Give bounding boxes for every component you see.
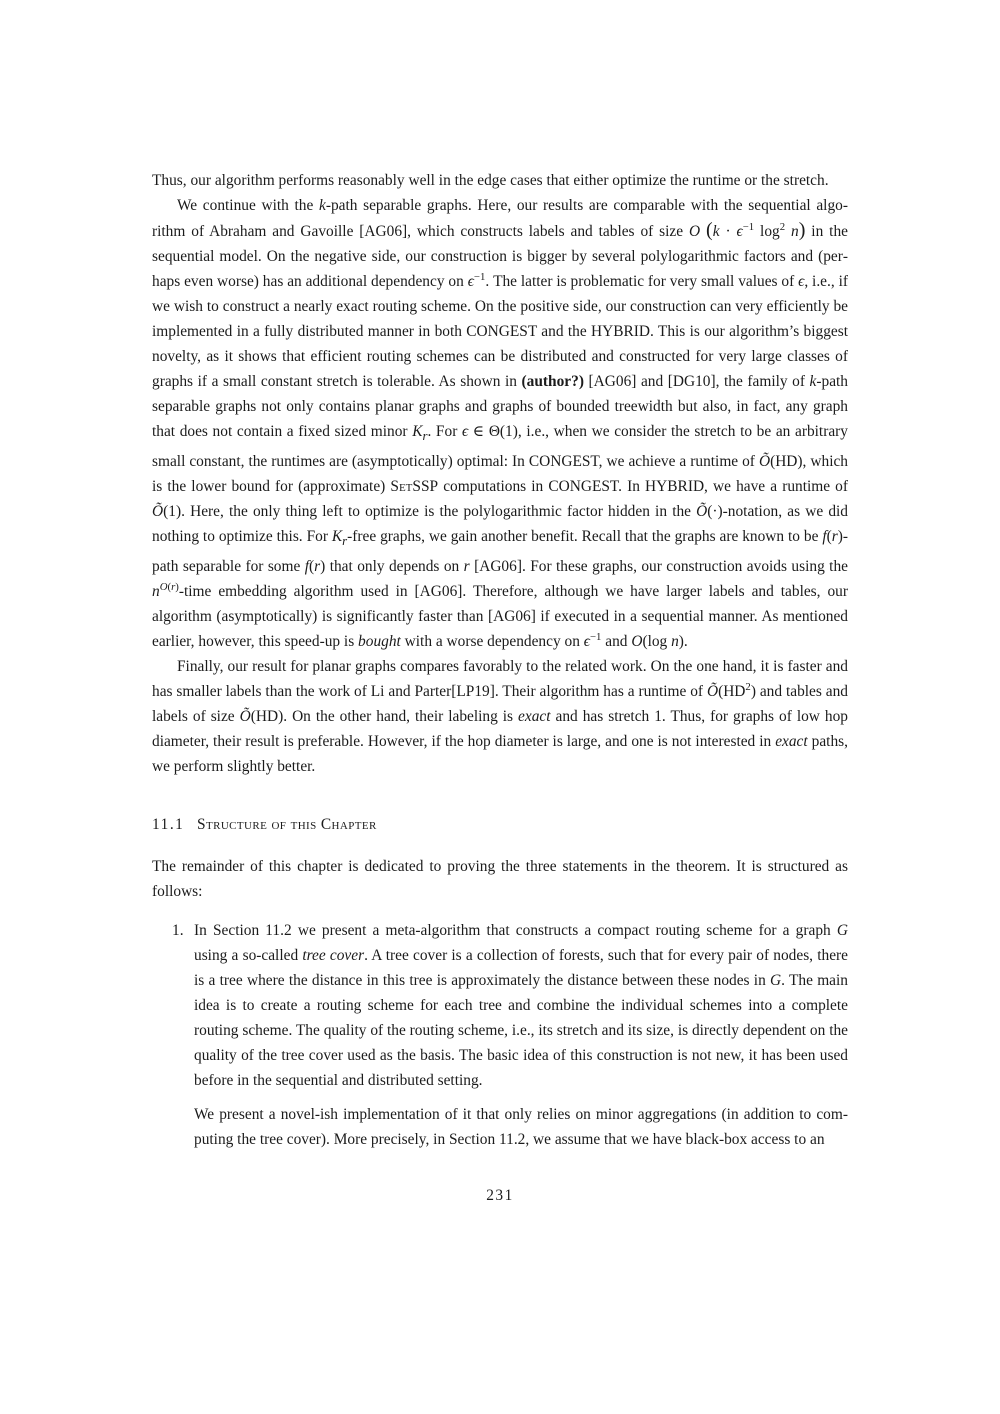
page-body — [152, 168, 848, 1152]
page-number: 231 — [486, 1187, 514, 1204]
paragraph-2: We continue with the k-path separable graphs. Here, our results are comparable with the sequential algorithm of Abraham and Gavoille [AG06], which constructs labels and tables of size O ($k \cdot \epsilon^{-1}$ $\log^2 n$) in the sequential model. On the negative side, our construction is bigger by several polylogarithmic factors and (perhaps even worse) has an additional dependency on $\epsilon^{-1}$. The latter is problematic for very small values of ϵ, i.e., if we wish to construct a nearly exact routing scheme. On the positive side, our construction can very efficiently be implemented in a fully distributed manner in both CONGEST and the HYBRID. This is our algorithm’s biggest novelty, as it shows that efficient routing schemes can be distributed and constructed for very large classes of graphs if a small constant stretch is tolerable. As shown in (author?) [AG06] and [DG10], the family of k-path separable graphs not only contains planar graphs and graphs of bounded treewidth but also, in fact, any graph that does not contain a fixed sized minor $K_r$. For ϵ ∈ Θ(1), i.e., when we consider the stretch to be an arbitrary small constant, the runtimes are (asymptotically) optimal: In CONGEST, we achieve a runtime of Õ(HD), which is the lower bound for (approximate) SetSSP computations in CONGEST. In HYBRID, we have a runtime of Õ(1). Here, the only thing left to optimize is the polylogarithmic factor hidden in the Õ(·)-notation, as we did nothing to optimize this. For $K_r$-free graphs, we gain another benefit. Recall that the graphs are known to be f(r)-path separable for some f(r) that only depends on r [AG06]. For these graphs, our construction avoids using the $n^{O(r)}$-time embedding algorithm used in [AG06]. Therefore, although we have larger labels and tables, our algorithm (asymptotically) is significantly faster than [AG06] if executed in a sequential manner. As mentioned earlier, however, this speed-up is bought with a worse dependency on $\epsilon^{-1}$ and O(log n). — [152, 197, 849, 651]
paragraph-1: Thus, our algorithm performs reasonably well in the edge cases that either optimize the runtime or the stretch. — [152, 172, 829, 189]
section-number: 11.1 — [152, 816, 185, 834]
paragraph-3: Finally, our result for planar graphs compares favorably to the related work. On the one hand, it is faster and has smaller labels than the work of Li and Parter[LP19]. Their algorithm has a runtime of $Õ(HD^2)$ and tables and labels of size Õ(HD). On the other hand, their labeling is exact and has stretch 1. Thus, for graphs of low hop diameter, their result is preferable. However, if the hop diameter is large, and one is not interested in exact paths, we perform slightly better. — [152, 658, 849, 776]
list-marker: 1. — [172, 922, 184, 940]
section-heading — [152, 812, 848, 837]
list-item-1-text: In Section 11.2 we present a meta-algorithm that constructs a compact routing scheme for a graph G using a so-called tree cover. A tree cover is a collection of forests, such that for every pair of nodes, there is a tree where the distance in this tree is approximately the distance between these nodes in G. The main idea is to create a routing scheme for each tree and combine the individual schemes into a complete routing scheme. The quality of the routing scheme, i.e., its stretch and its size, is directly dependent on the quality of the tree cover used as the basis. The basic idea of this construction is not new, it has been used before in the sequential and distributed setting. — [194, 922, 848, 1090]
list-item-1 — [152, 918, 848, 1093]
list-item-1-subparagraph: We present a novel-ish implementation of it that only relies on minor aggregations (in addition to computing the tree cover). More precisely, in Section 11.2, we assume that we have black-box access to an — [194, 1106, 848, 1149]
section-title: Structure of this Chapter — [197, 816, 377, 834]
section-intro: The remainder of this chapter is dedicated to proving the three statements in the theorem. It is structured as follows: — [152, 858, 848, 901]
